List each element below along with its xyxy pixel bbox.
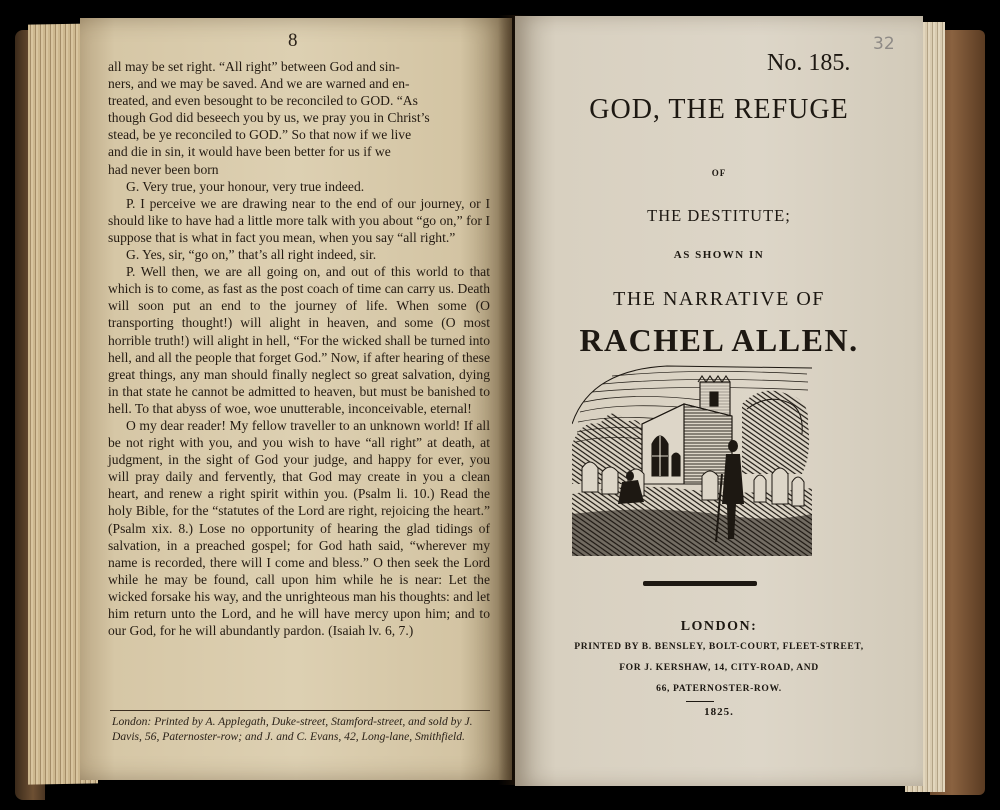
subtitle-connector: AS SHOWN IN [673, 249, 765, 261]
church [642, 376, 732, 484]
tract-number: No. 185. [767, 50, 851, 76]
text-line: ners, and we may be saved. And we are warned and en- [108, 76, 410, 92]
title-page [515, 16, 923, 786]
title-line-3: THE NARRATIVE OF [613, 288, 825, 310]
opening-lines [108, 58, 490, 178]
dialogue-paragraph: G. Very true, your honour, very true indeed. [126, 178, 365, 194]
year-rule [686, 701, 714, 702]
text-line: all may be set right. “All right” between God and sin- [108, 59, 400, 74]
title-connector: OF [711, 168, 727, 178]
text-line: had never been born [108, 161, 219, 177]
imprint-divider [110, 710, 490, 711]
tree-right [742, 391, 809, 474]
title-divider-rule [643, 581, 757, 586]
printer-line-1: PRINTED BY B. BENSLEY, BOLT-COURT, FLEET-STREET, [574, 641, 864, 652]
exhortation-paragraph: O my dear reader! My fellow traveller to an unknown world! If all be not right with you, and you wish to have “all right” at death, at judgment, in the sight of God your judge, and happy for ever, you will pray daily and fervently, that God may create in you a clean heart, and renew a right spirit within you. (Psalm li. 10.) Read the holy Bible, for the “statutes of the Lord are right, rejoicing the heart.” (Psalm xix. 8.) Lose no opportunity of hearing the glad tidings of salvation, in a preached gospel; for God hath said, “wherever my name is recorded, there will I come and bless.” O then seek the Lord while he may be found, call upon him while he is near: Let the wicked forsake his way, and the unrighteous man his thoughts: and let him return unto the Lord, and he will have mercy upon him; and to our God, for he will abundantly pardon. (Isaiah lv. 6, 7.) [108, 417, 490, 639]
title-line-2: THE DESTITUTE; [647, 206, 791, 225]
text-line: stead, be ye reconciled to GOD.” So that now if we live [108, 127, 412, 143]
printer-imprint: London: Printed by A. Applegath, Duke-street, Stamford-street, and sold by J. Davis, 56, Paternoster-row; and J. and C. Evans, 42, Long-lane, Smithfield. [112, 715, 473, 743]
title-main-name: RACHEL ALLEN. [579, 322, 859, 358]
publication-year: 1825. [704, 706, 734, 718]
printer-line-3: 66, PATERNOSTER-ROW. [656, 683, 782, 694]
dialogue-paragraph: P. Well then, we are all going on, and out of this world to that which is to come, as fast as the post coach of time can carry us. Death will soon put an end to the journey of life. When some (O transporting thought!) will alight in heaven, and some (O most horrible truth!) will alight in hell, “For the wicked shall be turned into hell, and all the people that forget God.” Now, if after hearing of these great things, any man should finally neglect so great salvation, dying in that state he cannot be admitted to heaven, but must be banished to hell. To that abyss of woe, woe unutterable, inconceivable, eternal! [108, 264, 490, 416]
dialogue-paragraph: G. Yes, sir, “go on,” that’s all right indeed, sir. [126, 247, 377, 263]
imprint-city: LONDON: [680, 619, 758, 634]
left-page [80, 18, 512, 780]
text-line: treated, and even besought to be reconciled to GOD. “As [108, 93, 418, 109]
left-page-text [108, 58, 490, 639]
churchyard-woodcut-illustration [572, 364, 812, 556]
printer-line-2: FOR J. KERSHAW, 14, CITY-ROAD, AND [619, 662, 819, 673]
title-line-1: GOD, THE REFUGE [589, 94, 849, 125]
page-number: 8 [288, 30, 298, 51]
text-line: though God did beseech you by us, we pray you in Christ’s [108, 110, 430, 126]
text-line: and die in sin, it would have been better for us if we [108, 144, 391, 160]
dialogue-paragraph: P. I perceive we are drawing near to the end of our journey, or I should like to have had a little more talk with you about “go on,” for I suppose that is what in fact you mean, when you say “all right.” [108, 195, 490, 245]
pencil-annotation: 32 [873, 34, 895, 54]
